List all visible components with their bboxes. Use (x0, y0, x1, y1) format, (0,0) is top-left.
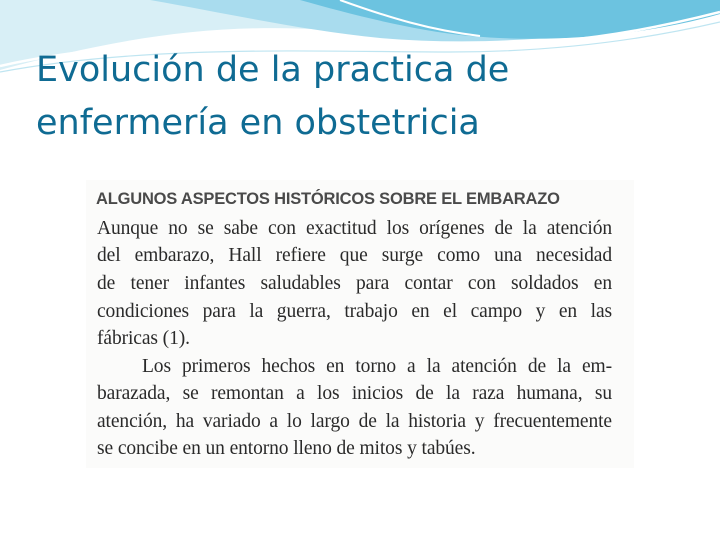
excerpt-line: del embarazo, Hall refiere que surge como una necesidad (97, 245, 612, 266)
excerpt-heading: ALGUNOS ASPECTOS HISTÓRICOS SOBRE EL EMBARAZO (96, 190, 560, 208)
scanned-text-excerpt (86, 180, 634, 468)
slide-title (36, 44, 596, 150)
excerpt-line: condiciones para la guerra, trabajo en el campo y en las (97, 301, 612, 322)
excerpt-line: fábricas (1). (97, 328, 190, 349)
excerpt-line: barazada, se remontan a los inicios de la raza humana, su (97, 383, 612, 404)
excerpt-line: Aunque no se sabe con exactitud los orígenes de la atención (97, 218, 612, 239)
excerpt-line: atención, ha variado a lo largo de la historia y frecuentemente (97, 411, 612, 432)
slide-title-line-2: enfermería en obstetricia (36, 103, 480, 143)
slide-title-line-1: Evolución de la practica de (36, 50, 510, 90)
excerpt-line: de tener infantes saludables para contar con soldados en (97, 273, 612, 294)
excerpt-line: se concibe en un entorno lleno de mitos y tabúes. (97, 438, 476, 459)
excerpt-line: Los primeros hechos en torno a la atención de la em- (142, 356, 612, 377)
